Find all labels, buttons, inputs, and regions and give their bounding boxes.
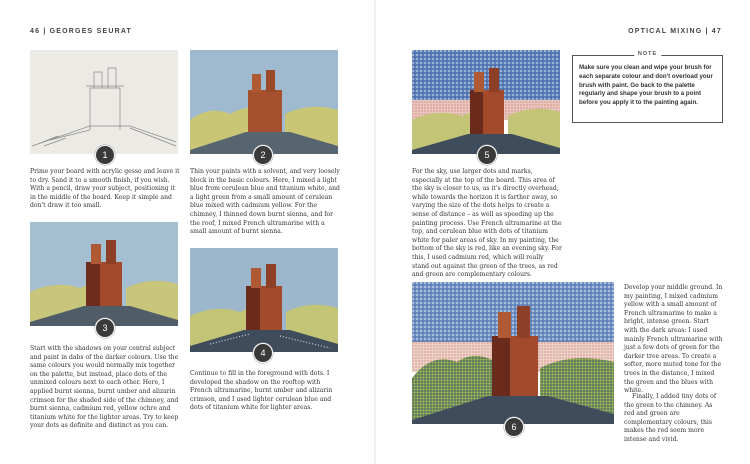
step-6-text-continued: Finally, I added tiny dots of the green to the chimney. As red and green are complementary colours, this makes the red seem more intense and vivid. bbox=[624, 393, 717, 443]
sky-dots-painting-image bbox=[412, 50, 560, 154]
left-running-header: 46 | GEORGES SEURAT bbox=[30, 28, 133, 35]
step-badge-6: 6 bbox=[504, 417, 524, 437]
page-gutter bbox=[374, 0, 376, 464]
foreground-dots-painting-image bbox=[190, 248, 338, 352]
step-badge-3: 3 bbox=[95, 318, 115, 338]
note-box bbox=[572, 51, 723, 123]
right-running-header: OPTICAL MIXING | 47 bbox=[628, 28, 722, 35]
step-badge-4: 4 bbox=[253, 343, 273, 363]
step-4-text: Continue to fill in the foreground with dots. I developed the shadow on the rooftop with French ultramarine, burnt umber and alizarin crimson, and I used lighter cerulean blue and dots of titanium white for lighter areas. bbox=[190, 370, 333, 412]
blocked-in-painting-image bbox=[190, 50, 338, 154]
pencil-sketch-image bbox=[30, 50, 178, 154]
step-6-text: Develop your middle ground. In my painting, I mixed cadmium yellow with a small amount of French ultramarine to make a bright, intense green. Start with the dark areas: I used mainly French ultramarine with just a few dots of green for the darker tree areas. To create a softer, more muted tone for the trees in the distance, I mixed the green and the blues with white. bbox=[624, 284, 723, 395]
step-badge-5: 5 bbox=[477, 145, 497, 165]
step-5-text: For the sky, use larger dots and marks, especially at the top of the board. This area of the sky is closer to us, as it's directly overhead, while towards the horizon it is farther away, so varying the size of the dots helps to create a sense of distance – as well as speeding up the painting process. Use French ultramarine at the top, and cerulean blue with dots of titanium white for paler areas of sky. In my painting, the bottom of the sky is red, like an evening sky. For this, I used cadmium red, which will really stand out against the green of the trees, as red and green are complementary colours. bbox=[412, 168, 562, 279]
step-badge-1: 1 bbox=[95, 145, 115, 165]
finished-pointillist-painting-image bbox=[412, 282, 614, 424]
step-badge-2: 2 bbox=[253, 145, 273, 165]
shadow-dots-painting-image bbox=[30, 222, 178, 326]
note-label: NOTE bbox=[634, 51, 661, 57]
step-1-text: Prime your board with acrylic gesso and leave it to dry. Sand it to a smooth finish, if you wish. With a pencil, draw your subject, positioning it in the middle of the board. Keep it simple and don't draw it too small. bbox=[30, 168, 180, 210]
note-text: Make sure you clean and wipe your brush for each separate colour and don't overload your brush with paint. Go back to the palette regularly and shape your brush to a point before you apply it to the painting again. bbox=[579, 64, 713, 107]
step-2-text: Thin your paints with a solvent, and very loosely block in the basic colours. Here, I mixed a light blue from cerulean blue and titanium white, and a light green from a small amount of cerulean blue mixed with cadmium yellow. For the chimney, I thinned down burnt sienna, and for the roof, I mixed French ultramarine with a small amount of burnt sienna. bbox=[190, 168, 340, 236]
step-3-text: Start with the shadows on your central subject and paint in dabs of the darker colours. Use the same colours you would normally mix together on the palette, but instead, place dots of the unmixed colours next to each other. Here, I applied burnt sienna, burnt umber and alizarin crimson for the shaded side of the chimney, and burnt sienna, cadmium red, yellow ochre and titanium white for the lighter areas. Try to keep your dots as definite and distinct as you can. bbox=[30, 345, 179, 430]
